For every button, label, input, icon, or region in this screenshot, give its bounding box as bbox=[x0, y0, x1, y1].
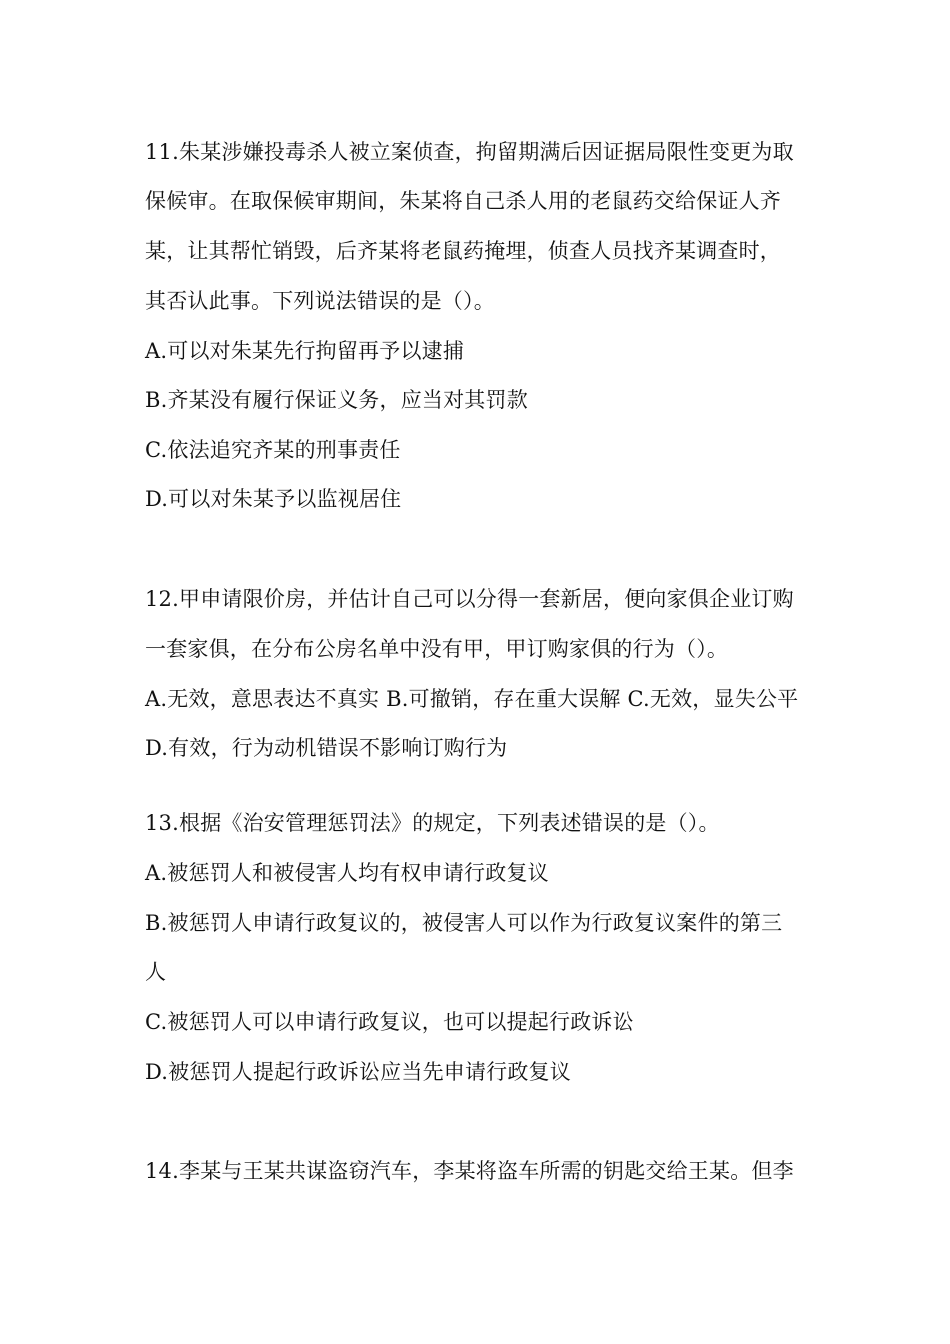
question-13-option-d: D.被惩罚人提起行政诉讼应当先申请行政复议 bbox=[145, 1060, 571, 1084]
question-13-option-c: C.被惩罚人可以申请行政复议，也可以提起行政诉讼 bbox=[145, 1010, 634, 1034]
question-11-option-c: C.依法追究齐某的刑事责任 bbox=[145, 438, 401, 462]
question-12-option-d: D.有效，行为动机错误不影响订购行为 bbox=[145, 736, 508, 760]
question-11-line-2: 保候审。在取保候审期间，朱某将自己杀人用的老鼠药交给保证人齐 bbox=[145, 189, 781, 213]
question-11-line-4: 其否认此事。下列说法错误的是（）。 bbox=[145, 289, 495, 313]
question-13-option-a: A.被惩罚人和被侵害人均有权申请行政复议 bbox=[145, 861, 549, 885]
question-13-option-b-cont: 人 bbox=[145, 960, 167, 984]
question-11-line-3: 某，让其帮忙销毁，后齐某将老鼠药掩埋，侦查人员找齐某调查时， bbox=[145, 239, 781, 263]
question-11-line-1: 11.朱某涉嫌投毒杀人被立案侦查，拘留期满后因证据局限性变更为取 bbox=[145, 140, 794, 164]
question-11-option-b: B.齐某没有履行保证义务，应当对其罚款 bbox=[145, 388, 528, 412]
question-13-line-1: 13.根据《治安管理惩罚法》的规定，下列表述错误的是（）。 bbox=[145, 811, 720, 835]
question-11-option-a: A.可以对朱某先行拘留再予以逮捕 bbox=[145, 339, 465, 363]
question-12-line-2: 一套家俱，在分布公房名单中没有甲，甲订购家俱的行为（）。 bbox=[145, 637, 729, 661]
question-12-options-abc: A.无效，意思表达不真实 B.可撤销，存在重大误解 C.无效，显失公平 bbox=[145, 687, 799, 711]
question-14-line-1: 14.李某与王某共谋盗窃汽车，李某将盗车所需的钥匙交给王某。但李 bbox=[145, 1159, 794, 1183]
question-13-option-b: B.被惩罚人申请行政复议的，被侵害人可以作为行政复议案件的第三 bbox=[145, 911, 783, 935]
question-12-line-1: 12.甲申请限价房，并估计自己可以分得一套新居，便向家俱企业订购 bbox=[145, 587, 794, 611]
question-11-option-d: D.可以对朱某予以监视居住 bbox=[145, 487, 402, 511]
